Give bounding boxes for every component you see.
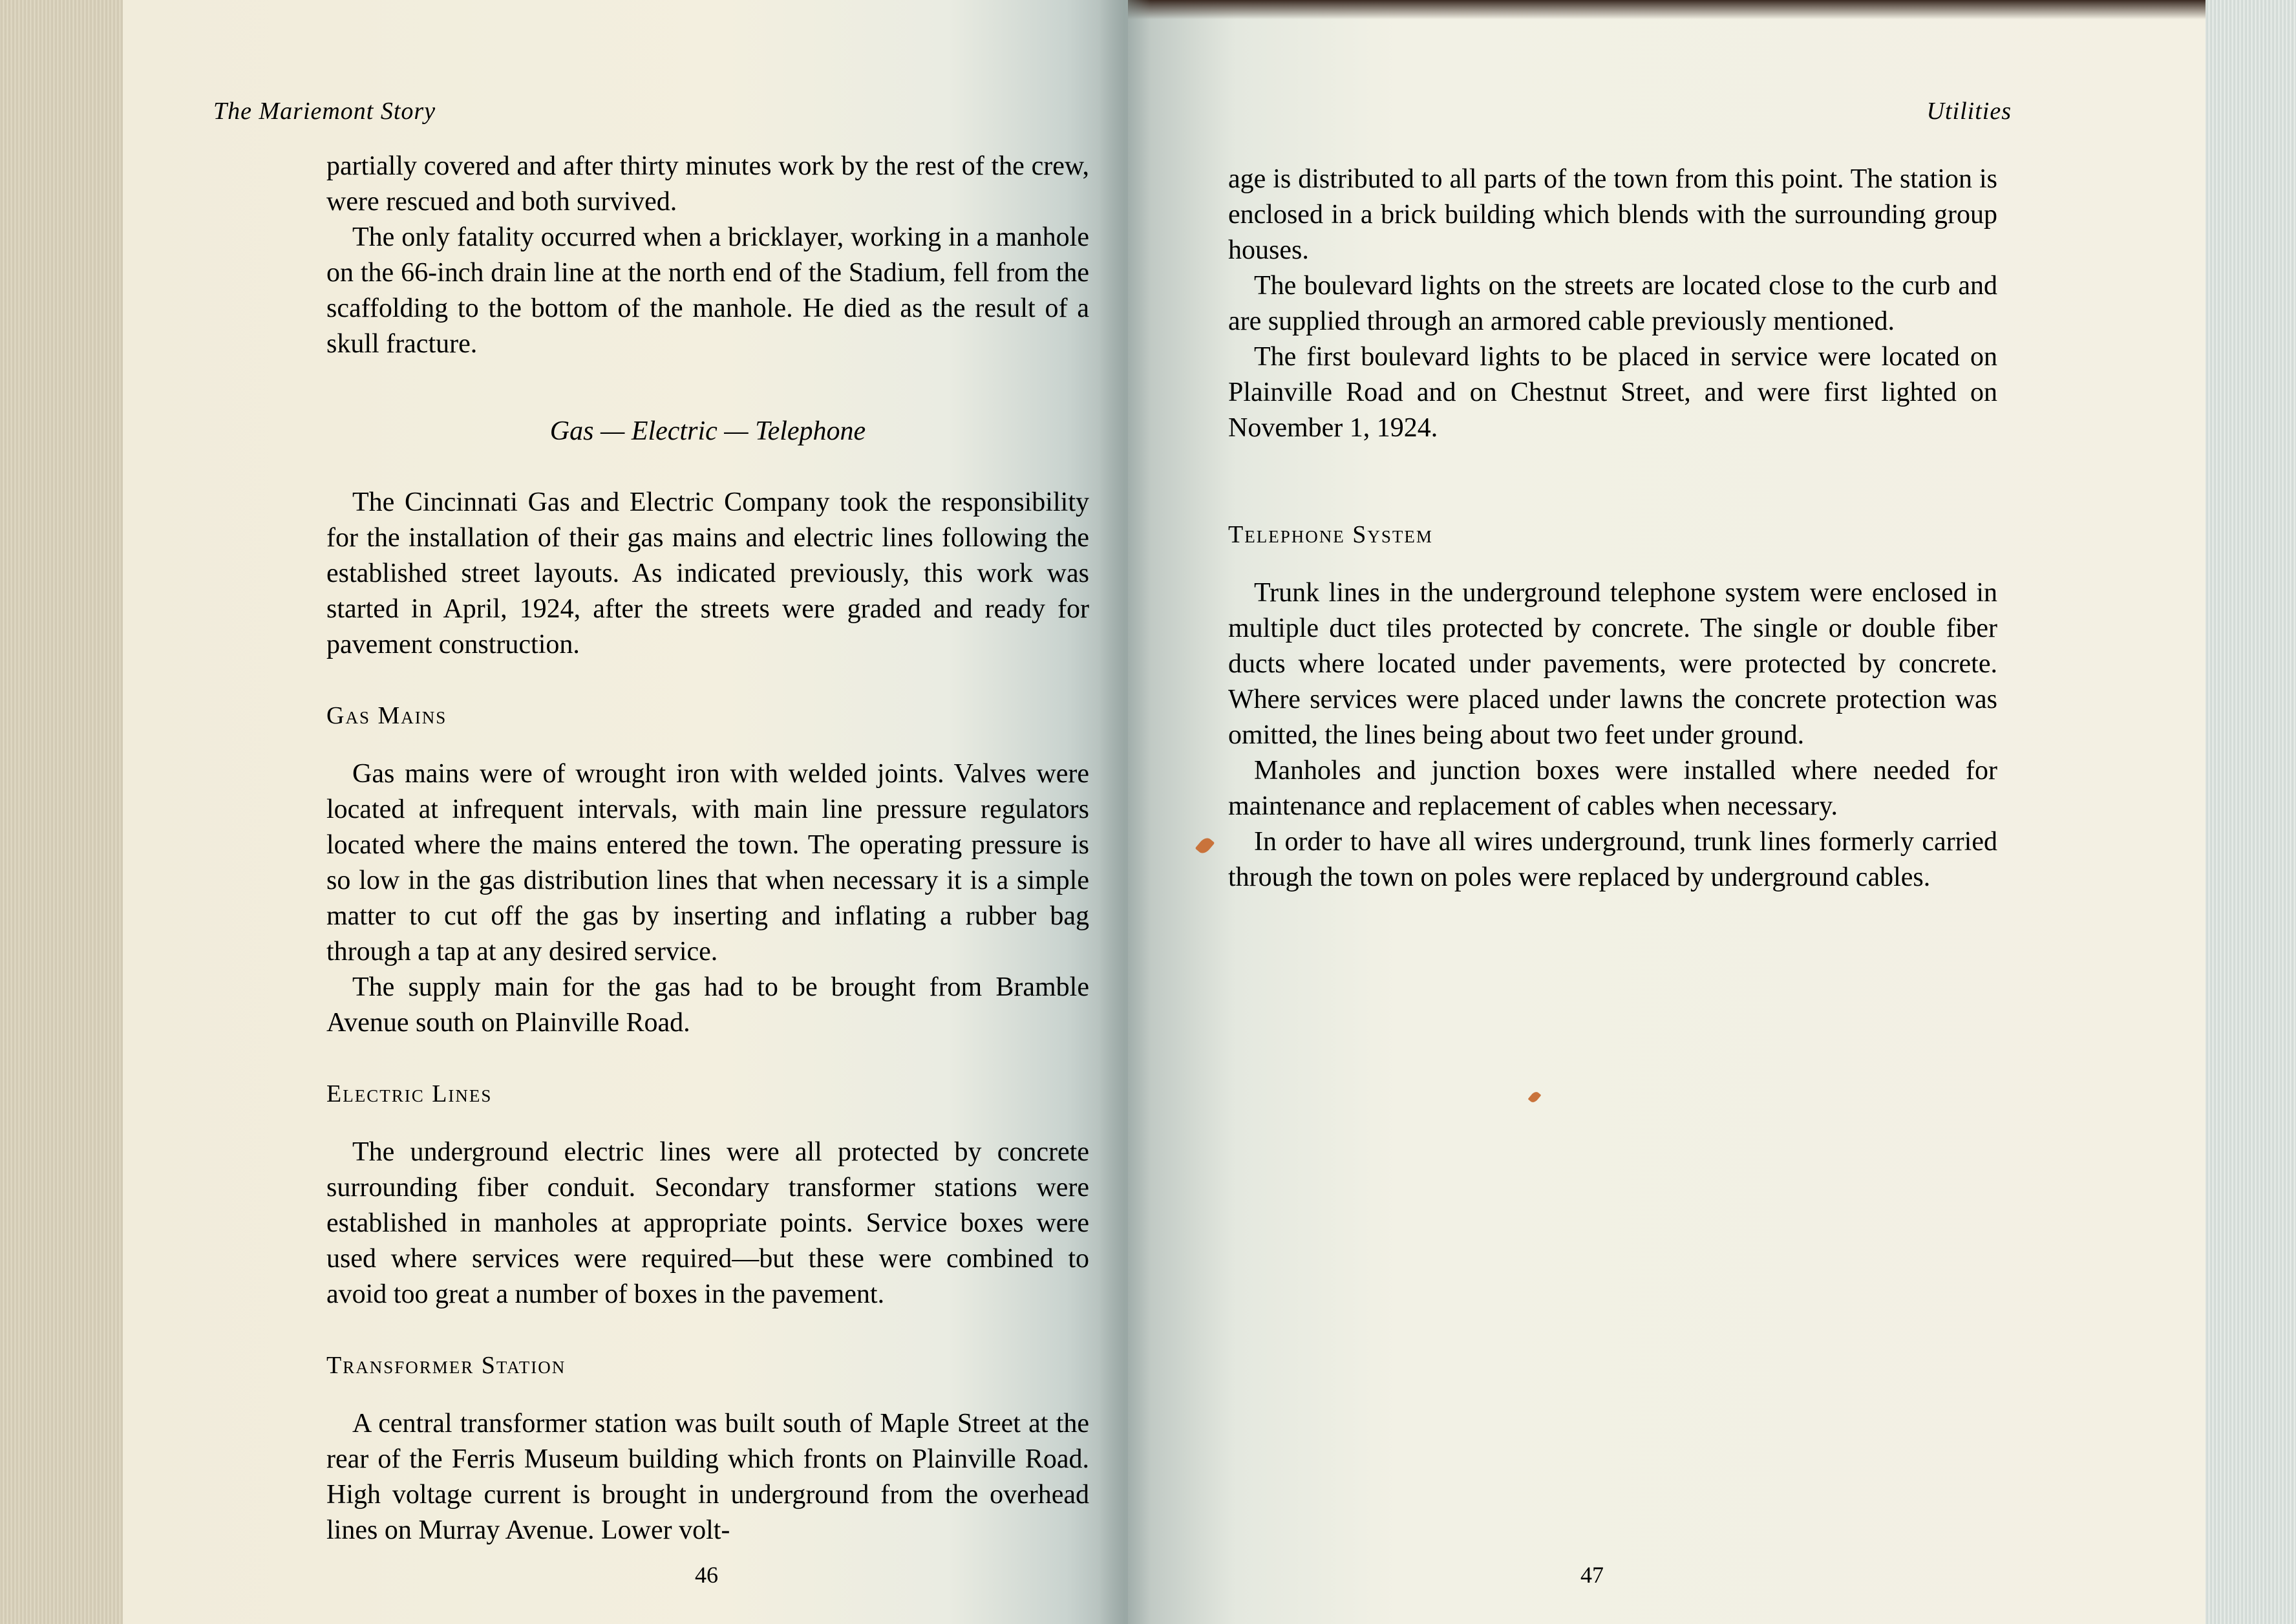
- paragraph: The boulevard lights on the streets are located close to the curb and are supplied through an armored cable previously mentioned.: [1228, 271, 1997, 336]
- book-gutter: [1099, 0, 1151, 1624]
- page-number-right: 47: [1580, 1562, 1604, 1588]
- right-running-head: Utilities: [1926, 98, 2012, 125]
- left-running-head: The Mariemont Story: [213, 98, 436, 125]
- paragraph: A central transformer station was built south of Maple Street at the rear of the Ferris Museum building which fronts on Plainville Road. High voltage current is brought in underground from the overhead lines on Murray Avenue. Lower volt-: [326, 1409, 1089, 1545]
- subheading-telephone-system: Telephone System: [1228, 521, 1433, 548]
- section-title: Gas — Electric — Telephone: [549, 416, 866, 446]
- paragraph: The first boulevard lights to be placed in service were located on Plainville Road and on Chestnut Street, and were first lighted on November 1, 1924.: [1228, 342, 1997, 443]
- left-page-body: [326, 149, 1089, 1548]
- subheading-transformer-station: Transformer Station: [326, 1352, 566, 1379]
- paragraph: partially covered and after thirty minutes work by the rest of the crew, were rescued and both survived.: [326, 151, 1089, 217]
- paragraph: In order to have all wires underground, trunk lines formerly carried through the town on poles were replaced by underground cables.: [1228, 827, 1997, 892]
- page-edges-right: [2206, 0, 2296, 1624]
- paragraph: The underground electric lines were all protected by concrete surrounding fiber conduit. Secondary transformer stations were established in manholes at appropriate points. Service boxes were used where services were required—but these were combined to avoid too great a number of boxes in the pavement.: [326, 1137, 1089, 1309]
- subheading-gas-mains: Gas Mains: [326, 702, 447, 729]
- subheading-electric-lines: Electric Lines: [326, 1080, 493, 1107]
- paragraph: Trunk lines in the underground telephone system were enclosed in multiple duct tiles protected by concrete. The single or double fiber ducts where located under pavements, were protected by concrete. Where services were placed under lawns the concrete protection was omitted, the lines being about two feet under ground.: [1228, 578, 1997, 750]
- right-page-top-shadow: [1128, 0, 2206, 19]
- paragraph: Manholes and junction boxes were installed where needed for maintenance and replacement of cables when necessary.: [1228, 756, 1997, 821]
- paragraph: age is distributed to all parts of the town from this point. The station is enclosed in a brick building which blends with the surrounding group houses.: [1228, 164, 1997, 265]
- paragraph: The supply main for the gas had to be brought from Bramble Avenue south on Plainville Road.: [326, 972, 1089, 1038]
- page-number-left: 46: [695, 1562, 718, 1588]
- paragraph: Gas mains were of wrought iron with welded joints. Valves were located at infrequent intervals, with main line pressure regulators located where the mains entered the town. The operating pressure is so low in the gas distribution lines that when necessary it is a simple matter to cut off the gas by inserting and inflating a rubber bag through a tap at any desired service.: [326, 759, 1089, 967]
- right-page-body: [1228, 162, 1997, 895]
- paragraph: The Cincinnati Gas and Electric Company took the responsibility for the installation of their gas mains and electric lines following the established street layouts. As indicated previously, this work was started in April, 1924, after the streets were graded and ready for pavement construction.: [326, 487, 1089, 659]
- page-edges-left: [0, 0, 123, 1624]
- paragraph: The only fatality occurred when a bricklayer, working in a manhole on the 66-inch drain line at the north end of the Stadium, fell from the scaffolding to the bottom of the manhole. He died as the result of a skull fracture.: [326, 222, 1089, 359]
